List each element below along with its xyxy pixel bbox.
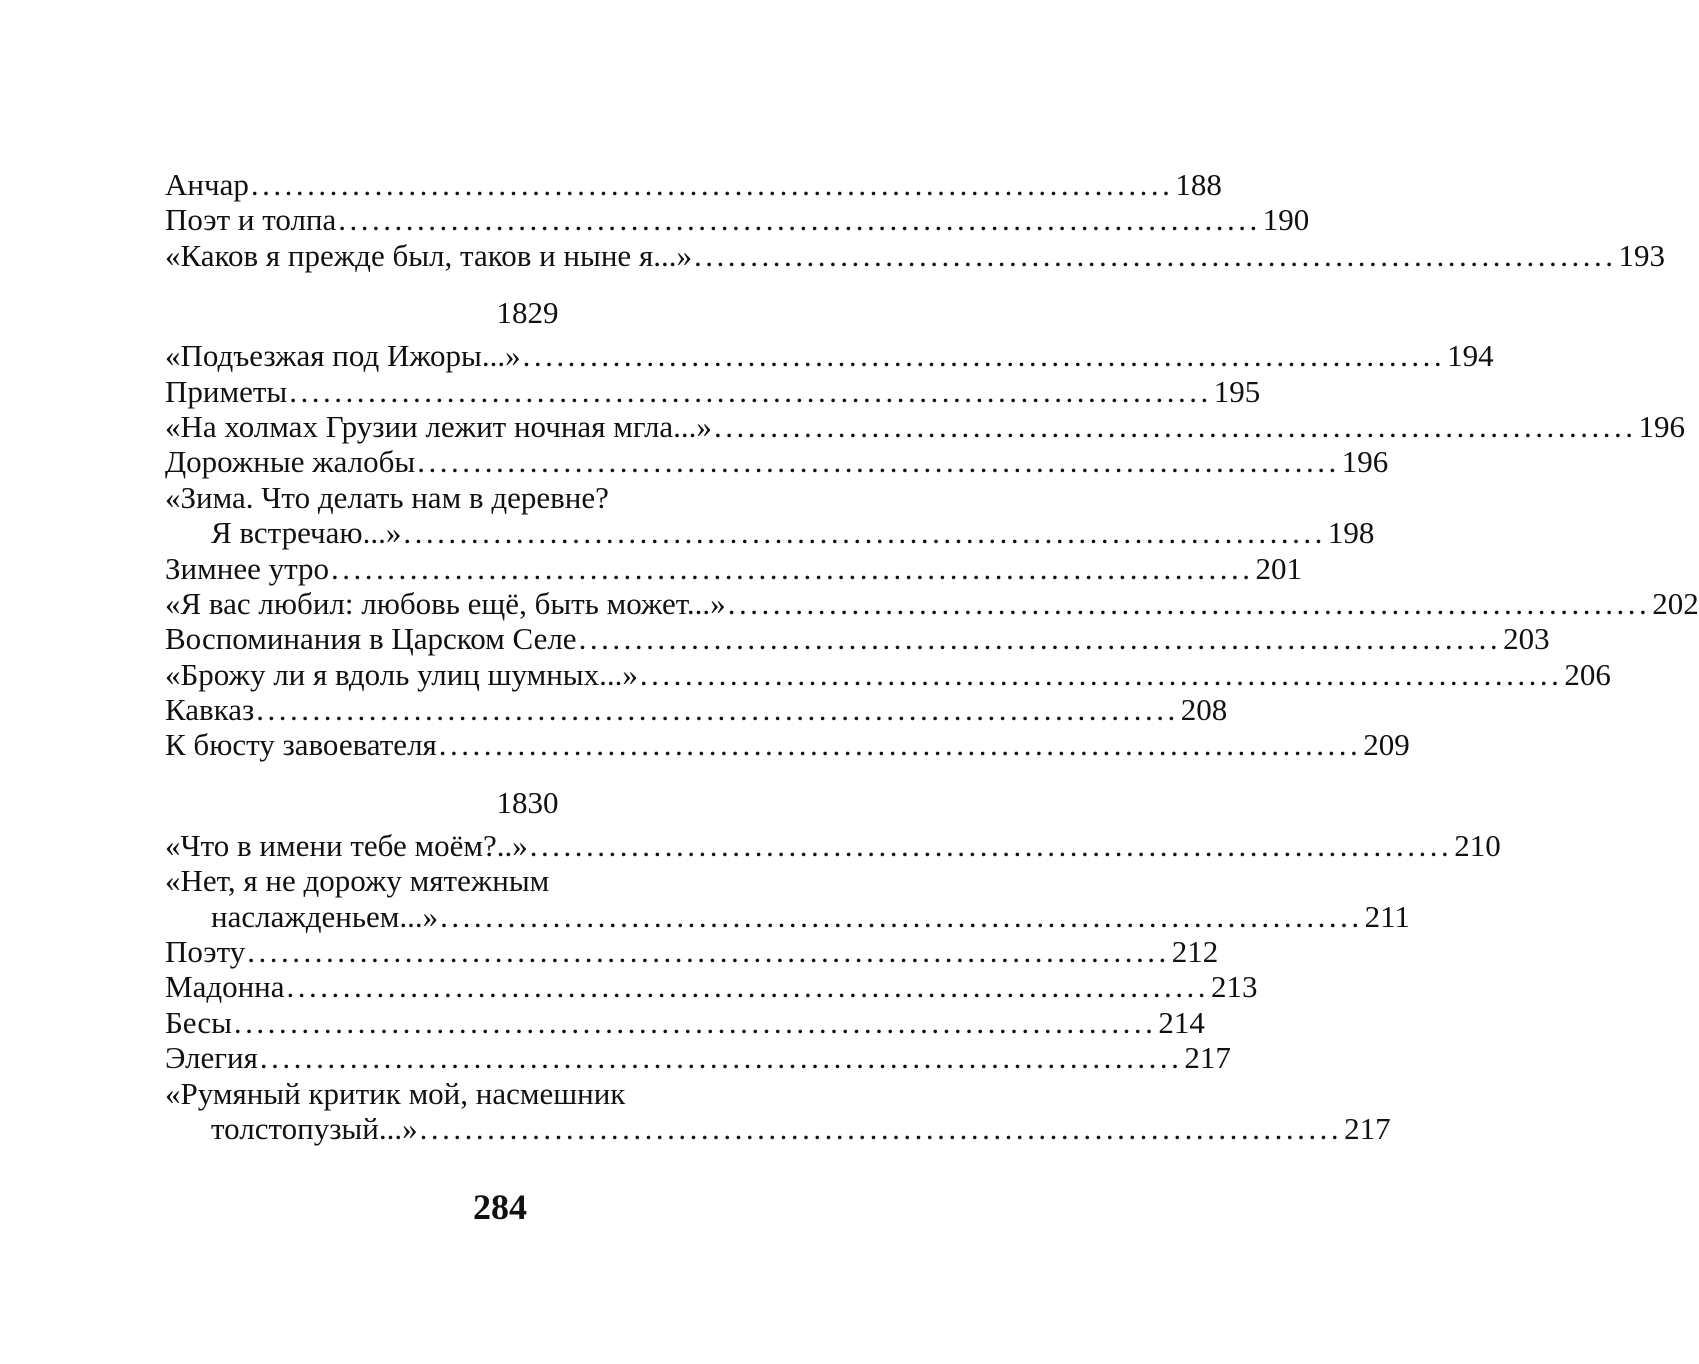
toc-entry-page: 196 [1638,408,1685,444]
toc-entry-title: Мадонна [165,969,285,1005]
dot-leader: .................................................................................. [578,621,1502,657]
toc-entry-title-line1: «Зима. Что делать нам в деревне? [165,479,609,515]
section-year-heading: 1829 [496,295,559,331]
toc-entry [165,1004,1205,1040]
toc-entry-title: Кавказ [165,692,255,728]
table-of-contents [165,167,1699,1146]
toc-entry-title: «Каков я прежде был, таков и ныне я...» [165,237,692,273]
toc-entry [165,621,1550,657]
toc-entry-title: «Я вас любил: любовь ещё, быть может...» [165,585,726,621]
toc-entry-page: 194 [1447,338,1494,374]
toc-entry [165,934,1219,970]
toc-entry-page: 188 [1175,167,1222,202]
toc-entry-title: «Брожу ли я вдоль улиц шумных...» [165,656,638,692]
toc-entry-page: 208 [1180,692,1228,728]
toc-entry-title-line1: «Нет, я не дорожу мятежным [165,863,550,899]
toc-entry-title: Бесы [165,1004,232,1040]
toc-entry [165,656,1611,692]
section-year-heading: 1830 [496,784,559,820]
toc-entry [165,373,1261,409]
dot-leader: .................................................................................. [250,167,1174,202]
toc-entry-page: 198 [1327,515,1375,551]
toc-entry-page: 193 [1618,237,1665,273]
toc-entry [165,444,1389,480]
toc-entry-page: 209 [1363,727,1410,763]
toc-entry [165,338,1494,374]
dot-leader: .................................................................................. [438,727,1362,763]
dot-leader: .................................................................................. [529,827,1453,863]
toc-entry-page: 190 [1262,202,1310,238]
toc-entry-title: Дорожные жалобы [165,444,416,480]
dot-leader: .................................................................................. [338,202,1261,238]
toc-entry-title-line2: наслажденьем...» [211,898,439,934]
toc-entry [165,969,1258,1005]
toc-entry [165,1040,1231,1076]
toc-entry-page: 212 [1171,934,1219,970]
dot-leader: .................................................................................. [522,338,1446,374]
dot-leader: .................................................................................. [693,237,1617,273]
toc-entry-page: 210 [1454,827,1501,863]
toc-entry [165,898,1411,934]
dot-leader: .................................................................................. [639,656,1563,692]
toc-entry-title: Поэту [165,934,246,970]
toc-entry-title-line2: Я встречаю...» [211,515,402,551]
toc-entry-page: 195 [1213,373,1261,409]
toc-entry [165,202,1310,238]
toc-entry [165,692,1228,728]
dot-leader: .................................................................................. [259,1040,1183,1076]
toc-entry-title: Приметы [165,373,288,409]
toc-entry-title: Зимнее утро [165,550,330,586]
dot-leader: .................................................................................. [403,515,1326,551]
toc-entry-page: 196 [1341,444,1389,480]
toc-entry-page: 211 [1364,898,1411,934]
toc-entry-title: Воспоминания в Царском Селе [165,621,577,657]
dot-leader: .................................................................................. [417,444,1340,480]
dot-leader: .................................................................................. [727,585,1651,621]
toc-entry-title: Анчар [165,167,249,202]
toc-entry [165,237,1665,273]
toc-entry-title: Поэт и толпа [165,202,337,238]
dot-leader: .................................................................................. [713,408,1637,444]
dot-leader: .................................................................................. [286,969,1210,1005]
toc-entry [165,827,1501,863]
toc-entry-title-line1: «Румяный критик мой, насмешник [165,1075,626,1111]
toc-entry-page: 201 [1255,550,1303,586]
dot-leader: .................................................................................. [247,934,1170,970]
toc-entry-page: 214 [1158,1004,1205,1040]
toc-entry [165,585,1699,621]
dot-leader: .................................................................................. [440,898,1363,934]
toc-entry [165,727,1410,763]
toc-entry-title: «Подъезжая под Ижоры...» [165,338,521,374]
toc-entry-page: 217 [1344,1110,1391,1146]
toc-entry-page: 206 [1564,656,1611,692]
toc-entry-title: К бюсту завоевателя [165,727,437,763]
dot-leader: .................................................................................. [256,692,1179,728]
toc-entry [165,1110,1391,1146]
dot-leader: .................................................................................. [289,373,1212,409]
toc-entry-page: 203 [1503,621,1550,657]
dot-leader: .................................................................................. [233,1004,1157,1040]
toc-entry-title: «На холмах Грузии лежит ночная мгла...» [165,408,712,444]
toc-entry [165,167,1222,202]
toc-entry-title: «Что в имени тебе моём?..» [165,827,528,863]
page-number: 284 [473,1187,527,1227]
toc-entry-page: 217 [1184,1040,1231,1076]
toc-entry [165,550,1303,586]
toc-entry-page: 213 [1211,969,1258,1005]
toc-entry [165,515,1375,551]
dot-leader: .................................................................................. [419,1110,1343,1146]
toc-entry-page: 202 [1652,585,1699,621]
dot-leader: .................................................................................. [331,550,1254,586]
toc-entry-title-line2: толстопузый...» [211,1110,418,1146]
toc-entry [165,408,1685,444]
toc-entry-title: Элегия [165,1040,258,1076]
